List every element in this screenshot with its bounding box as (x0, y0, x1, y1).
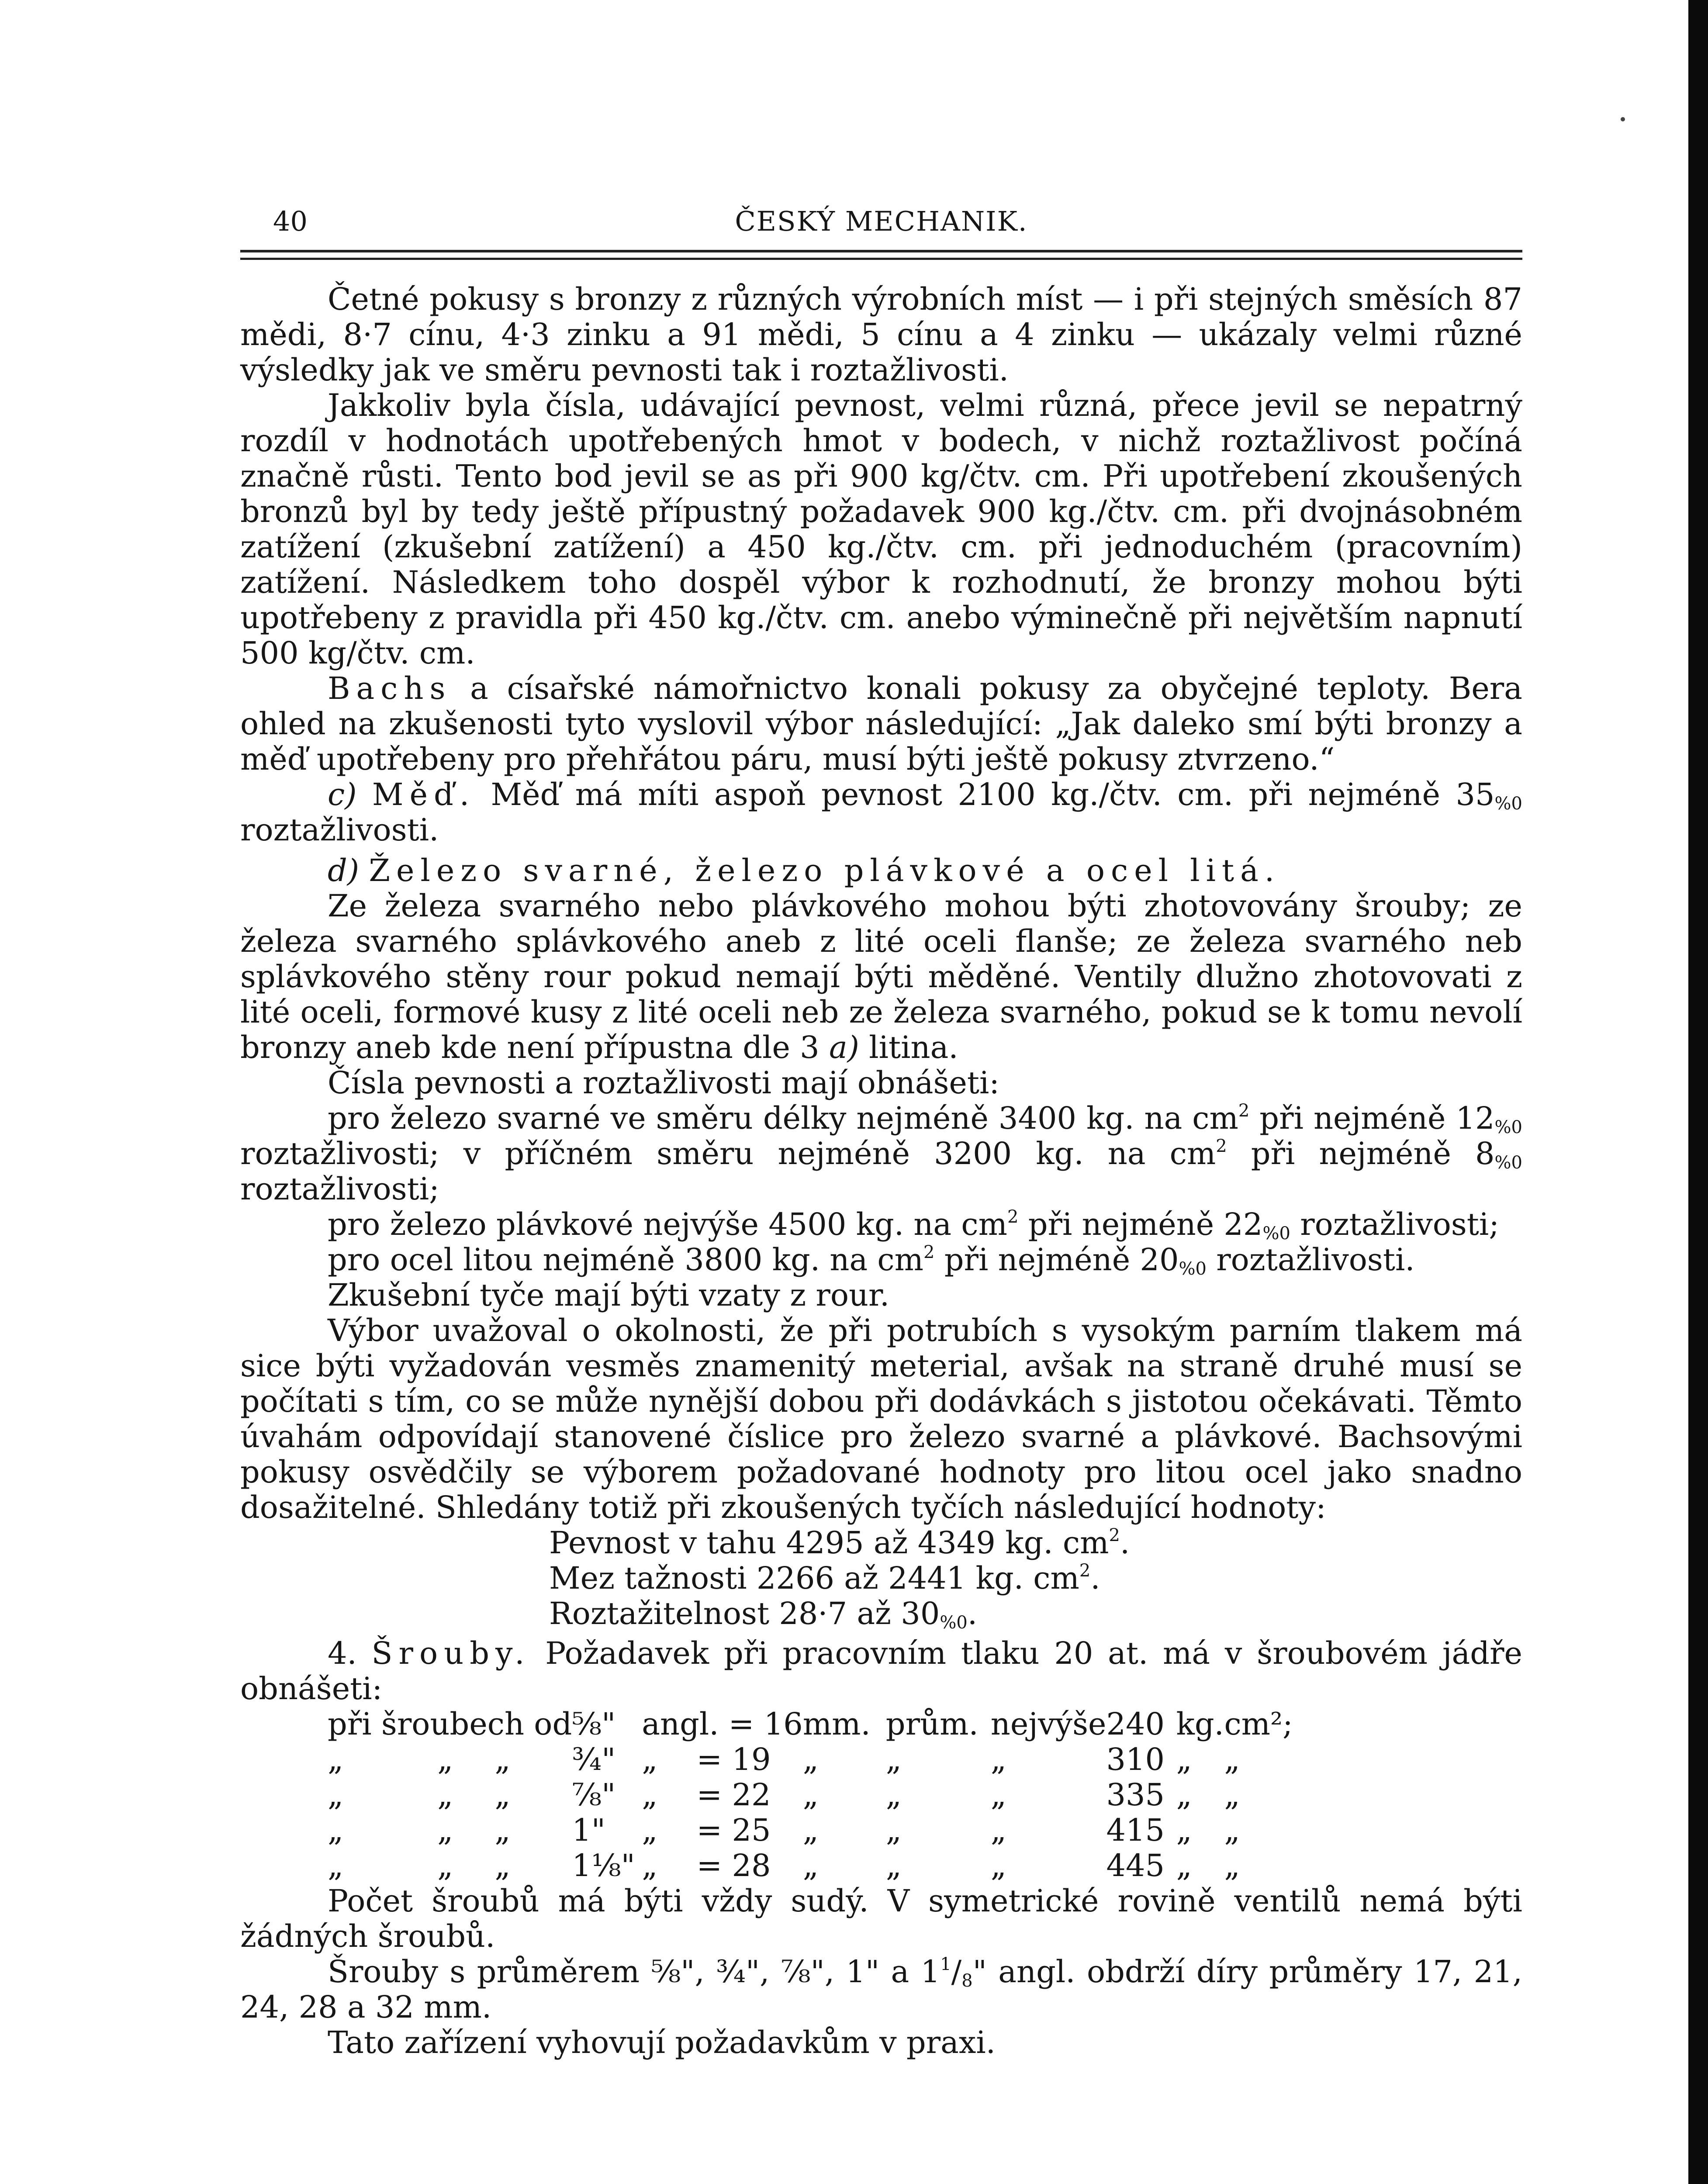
paragraph: Šrouby s průměrem ⁵⁄₈", ³⁄₄", ⁷⁄₈", 1" a $1^1/_8$" angl. obdrží díry průměry 17, 21, 24, 28 a 32 mm. (240, 1954, 1522, 2025)
section-heading: Šrouby. (371, 1635, 531, 1671)
table-row: „ „ „ 1¹⁄₈" „ = 28 „ „ „ 445 „ „ (328, 1848, 1240, 1883)
paragraph: Ze železa svarného nebo plávkového mohou býti zhotovovány šrouby; ze železa svarného splávkového aneb z lité oceli flanše; ze železa svarného neb splávkového stěny rour pokud nemají býti měděné. Ventily dlužno zhotovovati z lité oceli, formové kusy z lité oceli neb ze železa svarného, pokud se k tomu nevolí bronzy aneb kde není přípustna dle 3 a) litina. (240, 888, 1522, 1065)
table-cell: „ = 19 (642, 1742, 771, 1777)
table-cell: nejvýše (990, 1706, 1106, 1742)
scan-speck (1621, 117, 1625, 121)
table-cell: 335 (1106, 1777, 1165, 1813)
table-cell: 1" (572, 1812, 605, 1848)
table-row: „ „ „ ⁷⁄₈" „ = 22 „ „ „ 335 „ „ (328, 1777, 1240, 1813)
paragraph: Bachs a císařské námořnictvo konali pokusy za obyčejné teploty. Bera ohled na zkušenosti tyto vyslovil výbor následující: „Jak daleko smí býti bronzy a měď upotřebeny pro přehřátou páru, musí býti ještě pokusy ztvrzeno.“ (240, 670, 1522, 777)
table-cell: 1¹⁄₈" (572, 1848, 635, 1883)
values-block (240, 1525, 1522, 1631)
table-cell: ³⁄₄" (572, 1742, 616, 1777)
table-cell: prům. (885, 1706, 978, 1742)
page-body (240, 282, 1522, 2060)
paragraph: pro železo svarné ve směru délky nejméně 3400 kg. na $cm^2$ při nejméně $12_{\%0}$ roztažlivosti; v příčném směru nejméně 3200 kg. na $cm^2$ při nejméně $8_{\%0}$ roztažlivosti; (240, 1100, 1522, 1207)
table-cell: 310 (1106, 1742, 1165, 1777)
value-line: Mez tažnosti 2266 až 2441 kg. $cm^2$. (549, 1560, 1100, 1596)
table-cell: 445 (1106, 1848, 1165, 1883)
table-cell: mm. (802, 1706, 871, 1742)
paragraph: pro železo plávkové nejvýše 4500 kg. na $cm^2$ při nejméně $22_{\%0}$ roztažlivosti; (328, 1206, 1499, 1244)
paragraph: Tato zařízení vyhovují požadavkům v praxi. (328, 2025, 996, 2060)
page-number: 40 (273, 205, 308, 237)
spaced-name: Bachs (328, 670, 452, 706)
section-4: 4. Šrouby. Požadavek při pracovním tlaku 20 at. má v šroubovém jádře obnášeti: (240, 1635, 1522, 1707)
table-cell: ⁵⁄₈" (572, 1706, 616, 1742)
table-cell: kg. (1176, 1706, 1224, 1742)
paragraph: Zkušební tyče mají býti vzaty z rour. (328, 1277, 890, 1313)
table-cell: při šroubech od (328, 1706, 572, 1742)
paragraph: Výbor uvažoval o okolnosti, že při potrubích s vysokým parním tlakem má sice býti vyžadován vesměs znamenitý meterial, avšak na straně druhé musí se počítati s tím, co se může nynější dobou při dodávkách s jistotou očekávati. Těmto úvahám odpovídají stanovené číslice pro železo svarné a plávkové. Bachsovými pokusy osvědčily se výborem požadované hodnoty pro litou ocel jako snadno dosažitelné. Shledány totiž při zkoušených tyčích následující hodnoty: (240, 1313, 1522, 1525)
section-heading: Železo svarné, železo plávkové a ocel litá. (369, 853, 1281, 888)
paragraph: Jakkoliv byla čísla, udávající pevnost, velmi různá, přece jevil se nepatrný rozdíl v hodnotách upotřebených hmot v bodech, v nichž roztažlivost počíná značně růsti. Tento bod jevil se as při 900 kg/čtv. cm. Při upotřebení zkoušených bronzů byl by tedy ještě přípustný požadavek 900 kg./čtv. cm. při dvojnásobném zatížení (zkušební zatížení) a 450 kg./čtv. cm. při jednoduchém (pracovním) zatížení. Následkem toho dospěl výbor k rozhodnutí, že bronzy mohou býti upotřebeny z pravidla při 450 kg./čtv. cm. anebo výminečně při největším napnutí 500 kg/čtv. cm. (240, 387, 1522, 671)
section-d (240, 853, 1522, 888)
table-cell: angl. = 16 (642, 1706, 803, 1742)
value-line: Pevnost v tahu 4295 až 4349 kg. $cm^2$. (549, 1525, 1130, 1561)
table-row (328, 1707, 1293, 1742)
table-row: „ „ „ 1" „ = 25 „ „ „ 415 „ „ (328, 1812, 1240, 1848)
table-cell: „ = 28 (642, 1848, 771, 1883)
paragraph: Četné pokusy s bronzy z různých výrobních míst — i při stejných směsích 87 mědi, 8·7 cínu, 4·3 zinku a 91 mědi, 5 cínu a 4 zinku — ukázaly velmi různé výsledky jak ve směru pevnosti tak i roztažlivosti. (240, 281, 1522, 388)
section-label: c) (328, 777, 357, 812)
table-cell: 240 (1106, 1706, 1165, 1742)
running-title: ČESKÝ MECHANIK. (735, 205, 1028, 237)
table-cell: „ = 22 (642, 1777, 771, 1813)
paragraph: pro ocel litou nejméně 3800 kg. na $cm^2$ při nejméně $20_{\%0}$ roztažlivosti. (328, 1242, 1415, 1279)
table-cell: „ = 25 (642, 1812, 771, 1848)
table-cell: cm²; (1224, 1706, 1293, 1742)
table-cell: 415 (1106, 1812, 1165, 1848)
header-rule (240, 250, 1522, 252)
section-heading: Měď. (372, 777, 476, 812)
screw-table (328, 1707, 1293, 1883)
value-line: Roztažitelnost 28·7 až $30_{\%0}$. (549, 1596, 978, 1633)
paragraph: Počet šroubů má býti vždy sudý. V symetrické rovině ventilů nemá býti žádných šroubů. (240, 1883, 1522, 1954)
paragraph: Čísla pevnosti a roztažlivosti mají obnášeti: (328, 1065, 999, 1101)
table-row: „ „ „ ³⁄₄" „ = 19 „ „ „ 310 „ „ (328, 1742, 1240, 1777)
scan-border (1688, 0, 1708, 2184)
table-cell: ⁷⁄₈" (572, 1777, 616, 1813)
header-rule (240, 258, 1522, 260)
section-label: d) (328, 853, 360, 888)
section-c: c) Měď. Měď má míti aspoň pevnost 2100 kg./čtv. cm. při nejméně $35_{\%0}$ roztažlivosti. (240, 777, 1522, 848)
running-header (240, 205, 1522, 240)
